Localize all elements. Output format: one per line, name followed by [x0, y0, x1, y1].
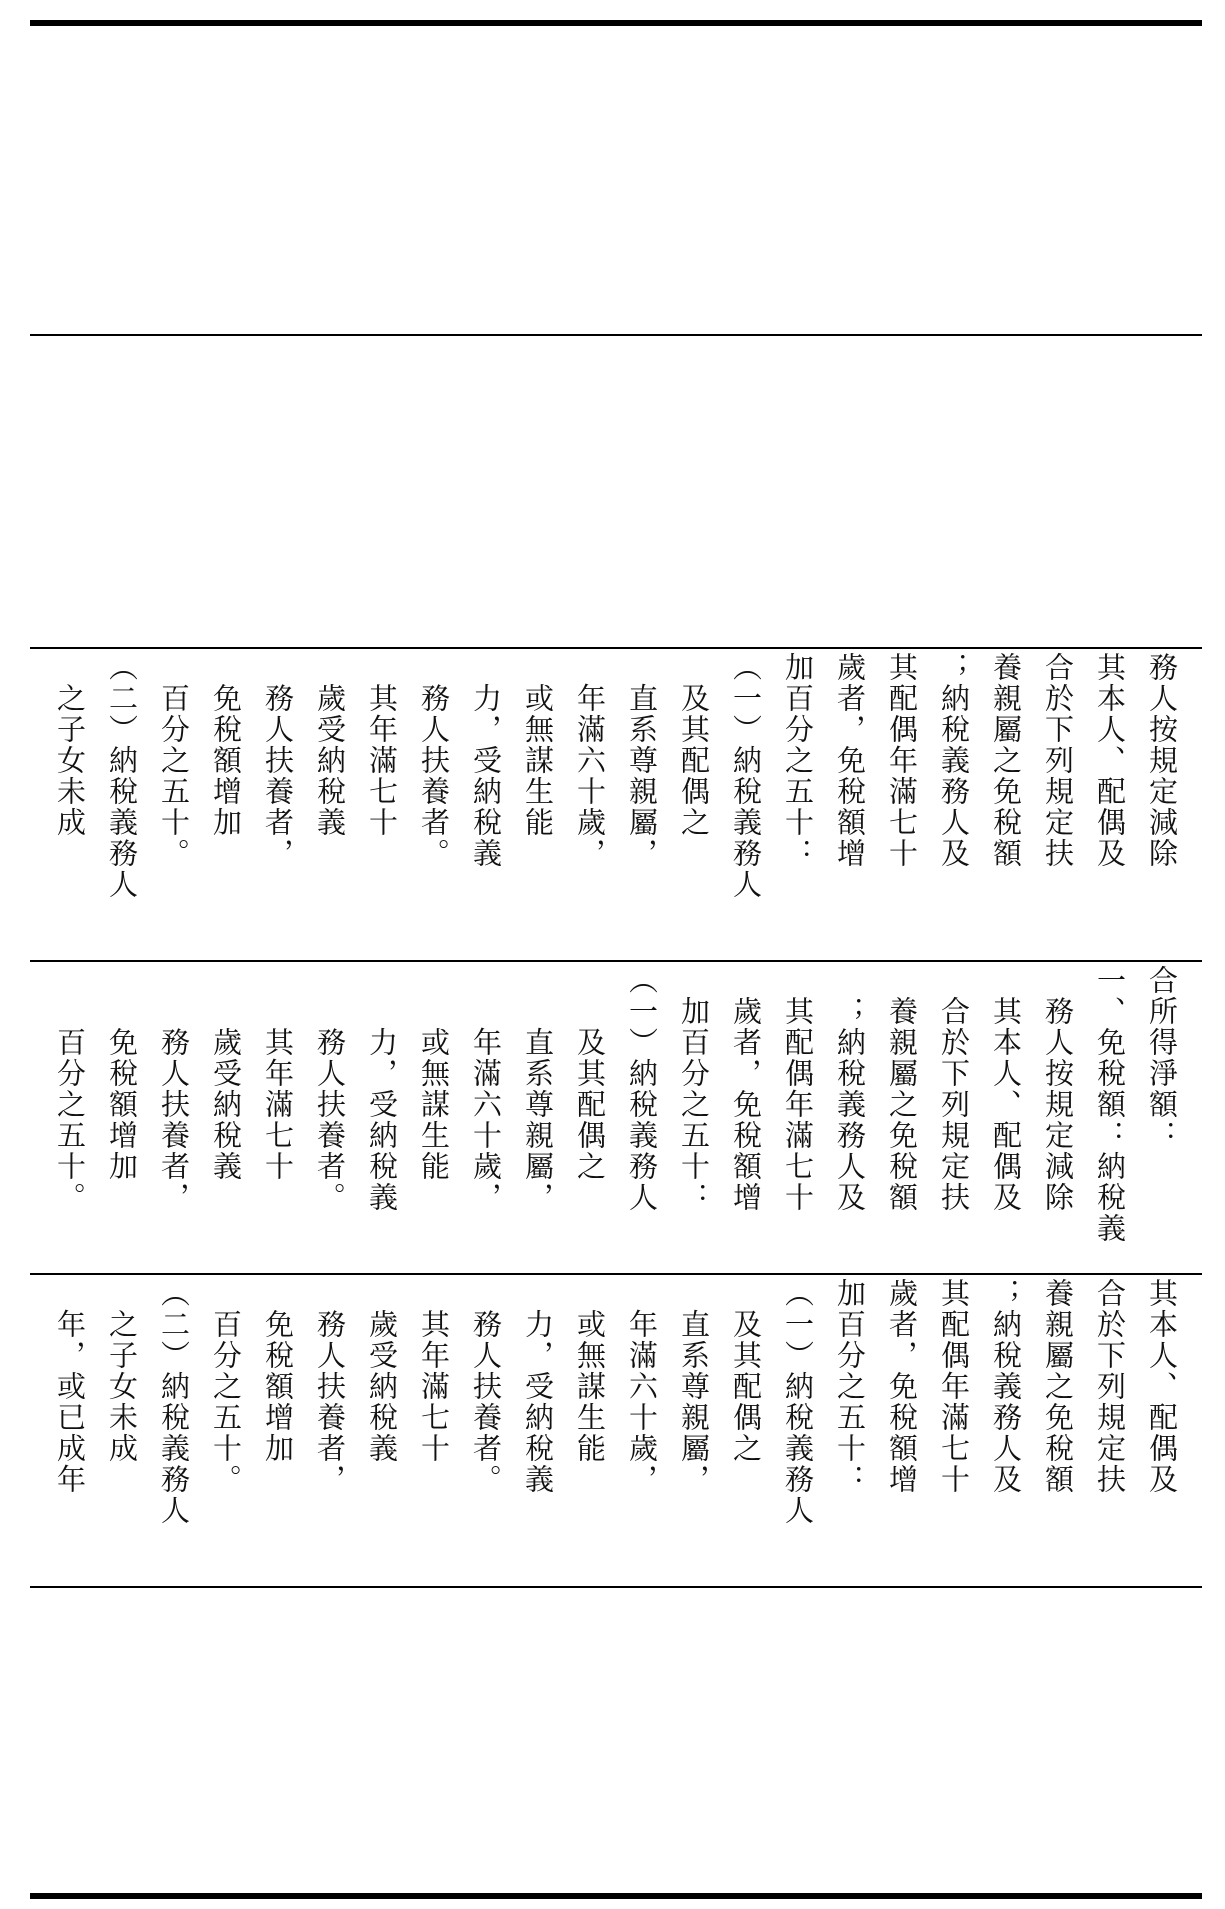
top-rule [30, 20, 1202, 26]
column-text: 及其配偶之 [573, 965, 607, 1182]
column-text: 其本人、配偶及 [1145, 1278, 1179, 1495]
text-block-3 [30, 1278, 1202, 1590]
column-text: 或無謀生能 [573, 1278, 607, 1464]
text-column [824, 652, 876, 964]
column-text: 及其配偶之 [729, 1278, 763, 1464]
column-text: 直系尊親屬， [677, 1278, 711, 1495]
column-text: 年滿六十歲， [625, 1278, 659, 1495]
column-text: 其配偶年滿七十 [885, 652, 919, 869]
text-column [356, 965, 408, 1277]
text-column [148, 965, 200, 1277]
column-text: 其本人、配偶及 [1093, 652, 1127, 869]
column-text: 其配偶年滿七十 [937, 1278, 971, 1495]
text-column [824, 1278, 876, 1590]
column-text: 加百分之五十： [781, 652, 815, 869]
text-column [980, 652, 1032, 964]
text-block-2 [30, 965, 1202, 1277]
column-text: 一、免稅額：納稅義 [1093, 965, 1127, 1244]
column-text: 務人扶養者， [157, 965, 191, 1213]
column-text: 務人按規定減除 [1145, 652, 1179, 869]
text-column [1084, 1278, 1136, 1590]
column-text: 歲者，免稅額增 [729, 965, 763, 1213]
column-text: 務人扶養者。 [417, 652, 451, 869]
text-column [408, 652, 460, 964]
text-column [512, 652, 564, 964]
text-column [1084, 965, 1136, 1277]
column-text: 其年滿七十 [261, 965, 295, 1182]
text-column [824, 965, 876, 1277]
column-text: 務人扶養者。 [313, 965, 347, 1213]
column-text: 加百分之五十： [833, 1278, 867, 1495]
column-text: （二）納稅義務人 [157, 1278, 191, 1526]
text-column [304, 652, 356, 964]
text-column [564, 965, 616, 1277]
column-text: 之子女未成 [105, 1278, 139, 1464]
text-column [252, 1278, 304, 1590]
text-column [356, 652, 408, 964]
text-column [1032, 652, 1084, 964]
text-column [720, 965, 772, 1277]
column-text: 歲受納稅義 [365, 1278, 399, 1464]
text-column [408, 965, 460, 1277]
text-column [512, 1278, 564, 1590]
text-column [616, 1278, 668, 1590]
column-text: 養親屬之免稅額 [885, 965, 919, 1213]
text-column [668, 652, 720, 964]
text-column [980, 1278, 1032, 1590]
column-text: 年滿六十歲， [573, 652, 607, 869]
text-column [44, 1278, 96, 1590]
column-text: （一）納稅義務人 [729, 652, 763, 900]
text-column [720, 652, 772, 964]
column-text: ；納稅義務人及 [937, 652, 971, 869]
text-column [772, 1278, 824, 1590]
column-text: 合於下列規定扶 [1093, 1278, 1127, 1495]
column-text: 之子女未成 [53, 652, 87, 838]
column-text: 養親屬之免稅額 [1041, 1278, 1075, 1495]
text-column [200, 652, 252, 964]
text-column [460, 965, 512, 1277]
text-column [1032, 1278, 1084, 1590]
text-column [148, 1278, 200, 1590]
text-column [928, 1278, 980, 1590]
column-text: 歲受納稅義 [209, 965, 243, 1182]
text-column [512, 965, 564, 1277]
text-column [460, 652, 512, 964]
column-text: 百分之五十。 [53, 965, 87, 1213]
text-column [460, 1278, 512, 1590]
text-column [616, 652, 668, 964]
column-text: ；納稅義務人及 [989, 1278, 1023, 1495]
text-column [304, 965, 356, 1277]
column-text: 歲者，免稅額增 [885, 1278, 919, 1495]
text-column [772, 965, 824, 1277]
column-text: 免稅額增加 [209, 652, 243, 838]
text-column [1084, 652, 1136, 964]
text-column [564, 652, 616, 964]
text-column [96, 652, 148, 964]
text-column [668, 1278, 720, 1590]
column-text: 其年滿七十 [365, 652, 399, 838]
column-text: 百分之五十。 [157, 652, 191, 869]
text-column [252, 965, 304, 1277]
text-column [356, 1278, 408, 1590]
column-text: 其年滿七十 [417, 1278, 451, 1464]
column-text: 直系尊親屬， [625, 652, 659, 869]
column-text: 務人扶養者。 [469, 1278, 503, 1495]
column-text: 務人扶養者， [313, 1278, 347, 1495]
column-text: ；納稅義務人及 [833, 965, 867, 1213]
upper-divider-rule [30, 334, 1202, 336]
text-column [980, 965, 1032, 1277]
column-text: （一）納稅義務人 [781, 1278, 815, 1526]
column-text: 力，受納稅義 [365, 965, 399, 1213]
text-column [720, 1278, 772, 1590]
text-column [252, 652, 304, 964]
text-column [772, 652, 824, 964]
text-column [928, 652, 980, 964]
text-column [1136, 1278, 1188, 1590]
column-text: 養親屬之免稅額 [989, 652, 1023, 869]
column-text: 合於下列規定扶 [1041, 652, 1075, 869]
bottom-rule [30, 1893, 1202, 1899]
text-column [616, 965, 668, 1277]
text-column [96, 1278, 148, 1590]
column-text: 年滿六十歲， [469, 965, 503, 1213]
column-text: 其配偶年滿七十 [781, 965, 815, 1213]
text-column [876, 652, 928, 964]
column-text: 免稅額增加 [105, 965, 139, 1182]
text-column [876, 965, 928, 1277]
column-text: 直系尊親屬， [521, 965, 555, 1213]
column-text: （一）納稅義務人 [625, 965, 659, 1213]
text-column [1032, 965, 1084, 1277]
column-text: 歲受納稅義 [313, 652, 347, 838]
text-column [928, 965, 980, 1277]
text-column [148, 652, 200, 964]
column-text: 合所得淨額： [1145, 965, 1179, 1151]
text-column [668, 965, 720, 1277]
text-column [408, 1278, 460, 1590]
text-column [304, 1278, 356, 1590]
column-text: 務人按規定減除 [1041, 965, 1075, 1213]
column-text: （二）納稅義務人 [105, 652, 139, 900]
column-text: 免稅額增加 [261, 1278, 295, 1464]
block-1-top-rule [30, 647, 1202, 649]
text-column [876, 1278, 928, 1590]
column-text: 其本人、配偶及 [989, 965, 1023, 1213]
text-column [564, 1278, 616, 1590]
column-text: 力，受納稅義 [521, 1278, 555, 1495]
text-column [200, 965, 252, 1277]
column-text: 務人扶養者， [261, 652, 295, 869]
text-column [1136, 652, 1188, 964]
text-column [96, 965, 148, 1277]
text-column [44, 965, 96, 1277]
column-text: 百分之五十。 [209, 1278, 243, 1495]
column-text: 歲者，免稅額增 [833, 652, 867, 869]
column-text: 或無謀生能 [521, 652, 555, 838]
text-column [200, 1278, 252, 1590]
column-text: 及其配偶之 [677, 652, 711, 838]
text-block-1 [30, 652, 1202, 964]
column-text: 年，或已成年 [53, 1278, 87, 1495]
column-text: 合於下列規定扶 [937, 965, 971, 1213]
text-column [1136, 965, 1188, 1277]
column-text: 力，受納稅義 [469, 652, 503, 869]
column-text: 或無謀生能 [417, 965, 451, 1182]
text-column [44, 652, 96, 964]
column-text: 加百分之五十： [677, 965, 711, 1213]
